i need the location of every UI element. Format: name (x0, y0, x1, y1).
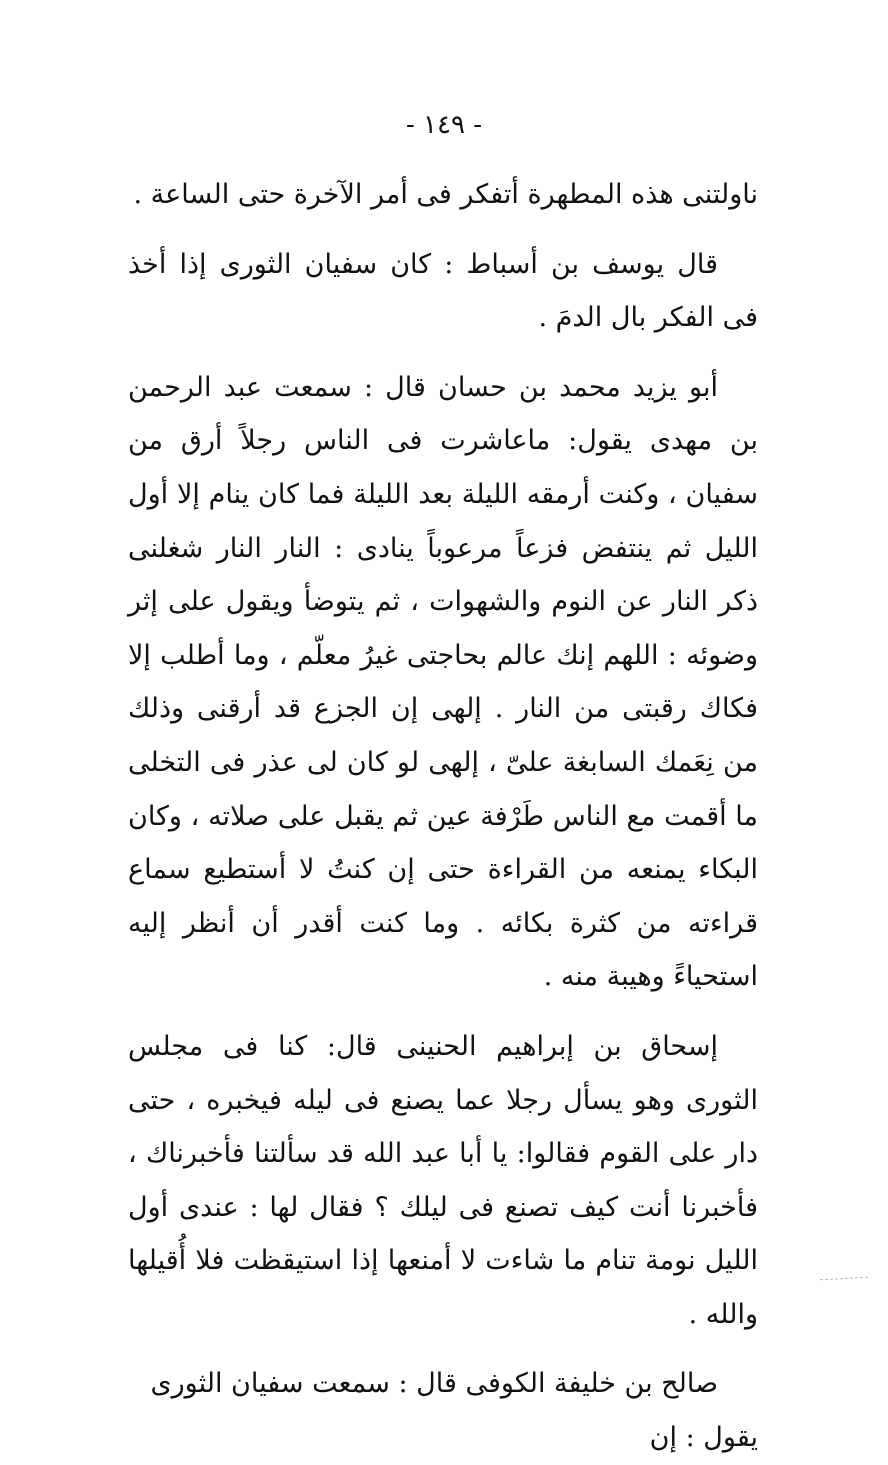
paragraph-ishaq-ibn-ibrahim: إسحاق بن إبراهيم الحنينى قال: كنا فى مجلس الثورى وهو يسأل رجلا عما يصنع فى ليله فيخبره ، حتى دار على القوم فقالوا: يا أبا عبد الله قد سألتنا فأخبرناك ، فأخبرنا أنت كيف تصنع فى ليلك ؟ فقال لها : عندى أول الليل نومة تنام ما شاءت لا أمنعها إذا استيقظت فلا أُقيلها والله . (128, 1030, 758, 1330)
paragraph-yusuf-ibn-asbat: قال يوسف بن أسباط : كان سفيان الثورى إذا أخذ فى الفكر بال الدمَ . (128, 248, 758, 334)
paragraph-continuation: ناولتنى هذه المطهرة أتفكر فى أمر الآخرة حتى الساعة . (133, 179, 758, 210)
paragraph-salih-ibn-khalifa: صالح بن خليفة الكوفى قال : سمعت سفيان الثورى يقول : إن (150, 1368, 758, 1454)
paragraph-abu-yazid: أبو يزيد محمد بن حسان قال : سمعت عبد الرحمن بن مهدى يقول: ماعاشرت فى الناس رجلاً أرق من سفيان ، وكنت أرمقه الليلة بعد الليلة فما كان ينام إلا أول الليل ثم ينتفض فزعاً مرعوباً ينادى : النار النار شغلنى ذكر النار عن النوم والشهوات ، ثم يتوضأ ويقول على إثر وضوئه : اللهم إنك عالم بحاجتى غيرُ معلّم ، وما أطلب إلا فكاك رقبتى من النار . إلهى إن الجزع قد أرقنى وذلك من نِعَمك السابغة علىّ ، إلهى لو كان لى عذر فى التخلى ما أقمت مع الناس طَرْفة عين ثم يقبل على صلاته ، وكان البكاء يمنعه من القراءة حتى إن كنتُ لا أستطيع سماع قراءته من كثرة بكائه . وما كنت أقدر أن أنظر إليه استحياءً وهيبة منه . (128, 371, 758, 993)
body-text (128, 168, 758, 1465)
scan-mark (820, 1277, 868, 1281)
page-number: - ١٤٩ - (405, 110, 483, 140)
